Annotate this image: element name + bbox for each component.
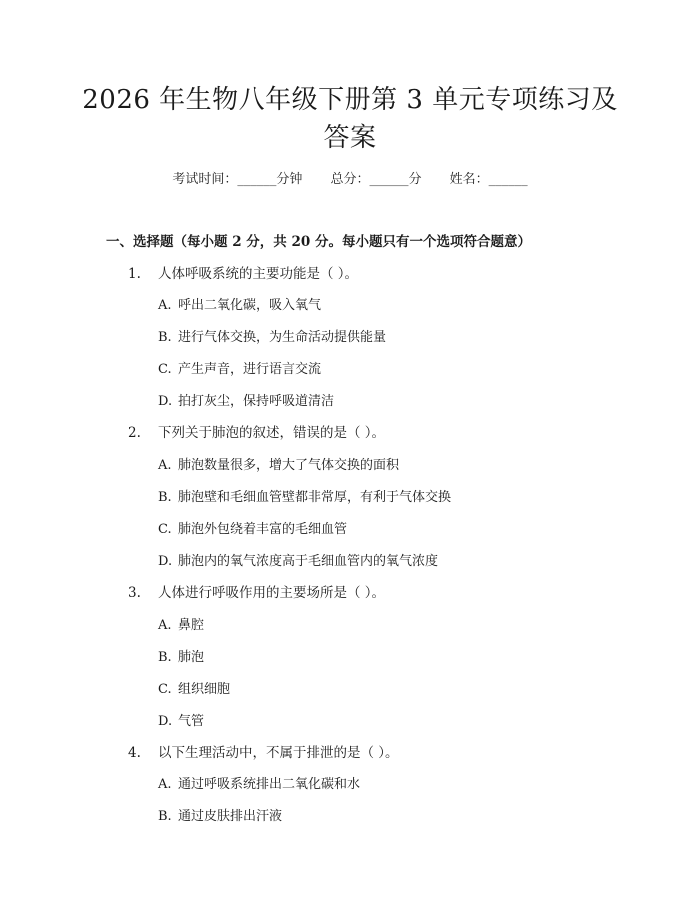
- option-label: D.: [158, 394, 173, 409]
- option-label: B.: [158, 650, 172, 665]
- option-label: D.: [158, 554, 173, 569]
- option-label: B.: [158, 809, 172, 824]
- question-3-option-a: [158, 614, 204, 633]
- option-text: 肺泡: [178, 650, 205, 665]
- option-label: C.: [158, 362, 172, 377]
- option-text: 拍打灰尘，保持呼吸道清洁: [178, 394, 335, 409]
- question-1-option-b: [158, 326, 386, 345]
- question-text: 下列关于肺泡的叙述，错误的是（ ）。: [158, 425, 386, 441]
- question-2: [128, 421, 385, 441]
- exam-info-line: [0, 168, 700, 187]
- question-1-option-a: [158, 294, 321, 313]
- question-number: 4.: [128, 745, 141, 761]
- question-number: 1.: [128, 266, 141, 282]
- question-4-option-a: [158, 773, 360, 792]
- question-1-option-d: [158, 390, 334, 409]
- option-label: B.: [158, 490, 172, 505]
- option-text: 肺泡外包绕着丰富的毛细血管: [178, 522, 348, 537]
- option-text: 通过呼吸系统排出二氧化碳和水: [178, 777, 361, 792]
- question-text: 人体进行呼吸作用的主要场所是（ ）。: [158, 585, 386, 601]
- option-label: A.: [158, 618, 172, 633]
- option-label: C.: [158, 522, 172, 537]
- question-3: [128, 581, 385, 601]
- exam-time-field: 考试时间：______分钟: [172, 172, 303, 187]
- section-heading: 一、选择题（每小题 2 分，共 20 分。每小题只有一个选项符合题意）: [106, 234, 531, 250]
- option-label: C.: [158, 682, 172, 697]
- question-number: 3.: [128, 585, 141, 601]
- option-label: D.: [158, 714, 173, 729]
- option-text: 呼出二氧化碳，吸入氧气: [178, 298, 322, 313]
- option-text: 通过皮肤排出汗液: [178, 809, 283, 824]
- option-text: 气管: [178, 714, 205, 729]
- option-text: 进行气体交换，为生命活动提供能量: [178, 330, 387, 345]
- option-label: A.: [158, 298, 172, 313]
- option-label: B.: [158, 330, 172, 345]
- question-3-option-c: [158, 678, 230, 697]
- question-text: 人体呼吸系统的主要功能是（ ）。: [158, 266, 359, 282]
- option-text: 组织细胞: [178, 682, 231, 697]
- option-label: A.: [158, 777, 172, 792]
- question-1-option-c: [158, 358, 321, 377]
- question-3-option-d: [158, 710, 204, 729]
- option-text: 肺泡壁和毛细血管壁都非常厚，有利于气体交换: [178, 490, 452, 505]
- question-3-option-b: [158, 646, 204, 665]
- option-label: A.: [158, 458, 172, 473]
- question-4: [128, 741, 399, 761]
- document-title-line-1: 2026 年生物八年级下册第 3 单元专项练习及: [82, 85, 618, 115]
- question-2-option-c: [158, 518, 347, 537]
- total-score-field: 总分：______分: [330, 172, 422, 187]
- option-text: 肺泡数量很多，增大了气体交换的面积: [178, 458, 400, 473]
- option-text: 鼻腔: [178, 618, 205, 633]
- question-number: 2.: [128, 425, 141, 441]
- student-name-field: 姓名：______: [449, 172, 528, 187]
- question-text: 以下生理活动中，不属于排泄的是（ ）。: [158, 745, 399, 761]
- question-2-option-d: [158, 550, 438, 569]
- document-title-line-2: 答案: [323, 123, 377, 153]
- question-1: [128, 262, 358, 282]
- question-2-option-b: [158, 486, 451, 505]
- option-text: 肺泡内的氧气浓度高于毛细血管内的氧气浓度: [178, 554, 439, 569]
- question-2-option-a: [158, 454, 399, 473]
- option-text: 产生声音，进行语言交流: [178, 362, 322, 377]
- question-4-option-b: [158, 805, 282, 824]
